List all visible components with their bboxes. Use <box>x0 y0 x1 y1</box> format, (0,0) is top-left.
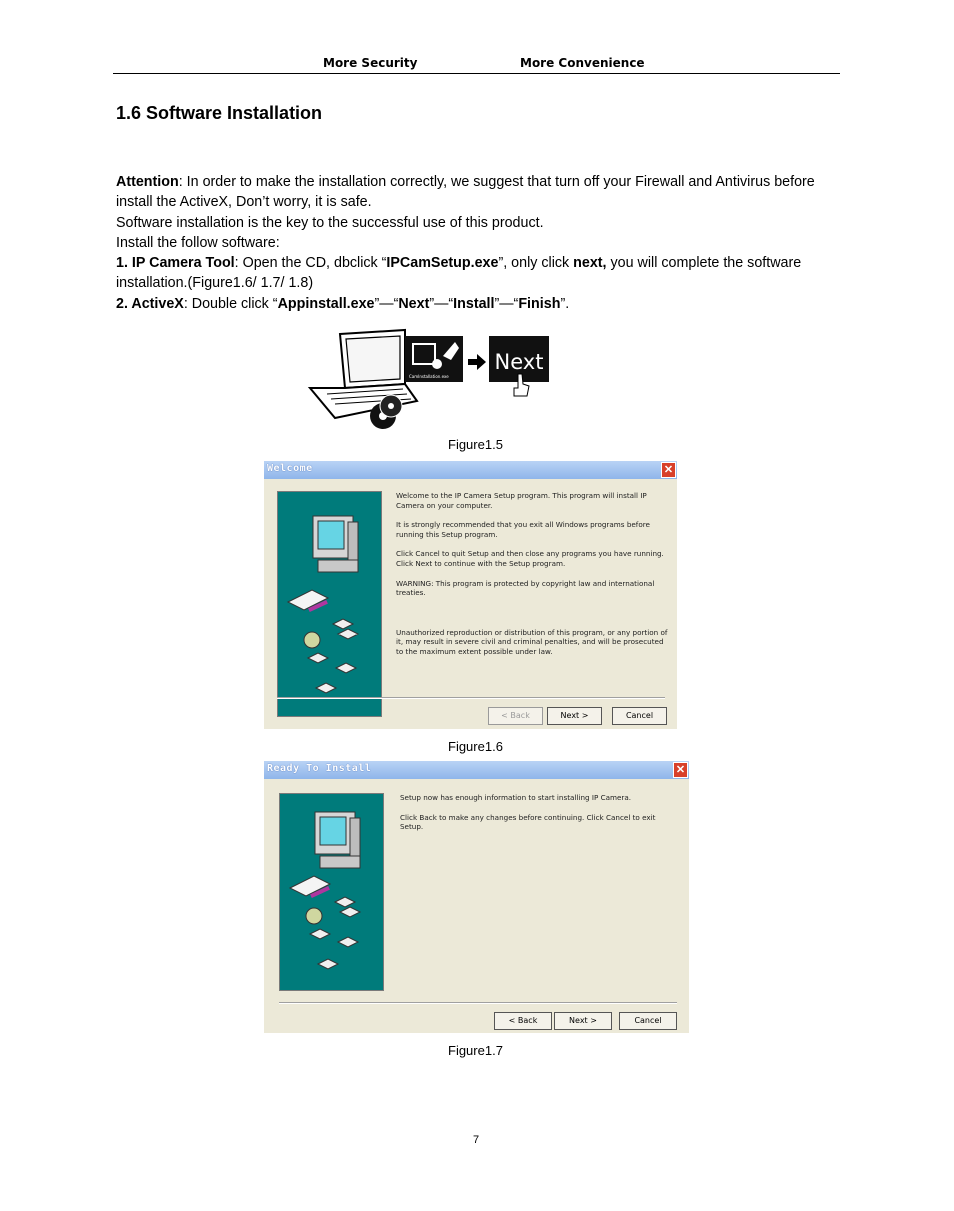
item2-exe: Appinstall.exe <box>277 295 375 312</box>
header-left: More Security <box>323 56 418 70</box>
next-button[interactable]: Next > <box>554 1012 612 1030</box>
welcome-title-bar[interactable] <box>264 461 677 479</box>
welcome-paragraph: Click Cancel to quit Setup and then close any programs you have running. Click Next to continue with the Setup program. <box>396 549 664 568</box>
install-line: Install the follow software: <box>116 234 280 251</box>
cancel-button[interactable]: Cancel <box>619 1012 677 1030</box>
item2-t1: : Double click “ <box>183 295 278 312</box>
ready-title: Ready To Install <box>267 763 372 774</box>
item1-exe: IPCamSetup.exe <box>386 255 499 272</box>
welcome-paragraph: Unauthorized reproduction or distribution of this program, or any portion of it, may result in severe civil and criminal penalties, and will be prosecuted to the maximum extent possible under law. <box>396 627 668 656</box>
back-button[interactable]: < Back <box>488 707 543 725</box>
welcome-paragraph: It is strongly recommended that you exit all Windows programs before running this Setup program. <box>396 520 650 539</box>
button-separator <box>277 697 665 699</box>
arrow-right-icon <box>468 354 486 370</box>
item1-t3: you will complete the software installation.(Figure1.6/ 1.7/ 1.8) <box>116 255 802 292</box>
page-number: 7 <box>473 1134 480 1146</box>
ready-paragraph: Click Back to make any changes before continuing. Click Cancel to exit Setup. <box>400 812 656 832</box>
attention-label: Attention <box>116 174 179 190</box>
body-text <box>116 172 846 314</box>
item2-next: Next <box>398 295 430 312</box>
figure-1-5-illustration <box>305 326 555 431</box>
next-illustration-label: Next <box>494 350 544 374</box>
next-button-illustration <box>489 336 549 396</box>
ready-message <box>400 793 680 842</box>
back-button[interactable]: < Back <box>494 1012 552 1030</box>
header-rule <box>113 73 840 74</box>
installer-icon <box>405 336 463 382</box>
item2-d3: ”—“ <box>494 295 519 312</box>
item1-next: next, <box>573 255 607 272</box>
attention-paragraph <box>116 172 846 213</box>
cancel-button[interactable]: Cancel <box>612 707 667 725</box>
welcome-title: Welcome <box>267 463 313 474</box>
item-ip-camera-tool <box>116 253 846 294</box>
header-right: More Convenience <box>520 56 645 70</box>
setup-illustration-panel <box>277 491 382 717</box>
setup-illustration-panel <box>279 793 384 991</box>
section-title: 1.6 Software Installation <box>116 103 323 123</box>
item-activex <box>116 294 846 314</box>
item1-t1: : Open the CD, dbclick “ <box>234 255 387 272</box>
welcome-paragraph: Welcome to the IP Camera Setup program. This program will install IP Camera on your computer. <box>396 491 647 510</box>
button-separator <box>279 1002 677 1004</box>
computer-icon <box>278 492 381 716</box>
item2-finish: Finish <box>518 295 561 312</box>
attention-text: : In order to make the installation correctly, we suggest that turn off your Firewall and Antivirus before install the ActiveX, Don’t worry, it is safe. <box>116 174 815 211</box>
item2-d1: ”—“ <box>374 295 399 312</box>
figure-1-7-caption: Figure1.7 <box>448 1043 503 1058</box>
item2-install: Install <box>453 295 495 312</box>
key-line: Software installation is the key to the successful use of this product. <box>116 214 544 231</box>
ready-to-install-dialog <box>264 761 689 1033</box>
item2-t2: ”. <box>560 295 570 312</box>
welcome-paragraph: WARNING: This program is protected by copyright law and international treaties. <box>396 578 655 598</box>
item2-label: 2. ActiveX <box>116 295 184 312</box>
welcome-dialog <box>264 461 677 729</box>
close-icon[interactable]: ✕ <box>673 762 688 778</box>
figure-1-6-caption: Figure1.6 <box>448 739 503 754</box>
close-icon[interactable]: ✕ <box>661 462 676 478</box>
item1-t2: ”, only click <box>498 255 574 272</box>
computer-icon <box>280 794 383 990</box>
ready-title-bar[interactable] <box>264 761 689 779</box>
figure-1-5-caption: Figure1.5 <box>448 437 503 452</box>
welcome-message <box>396 491 671 667</box>
installer-file-label: CamInstallation.exe <box>409 374 449 379</box>
ready-paragraph: Setup now has enough information to start installing IP Camera. <box>400 793 632 802</box>
item1-label: 1. IP Camera Tool <box>116 255 235 272</box>
next-button[interactable]: Next > <box>547 707 602 725</box>
item2-d2: ”—“ <box>429 295 454 312</box>
